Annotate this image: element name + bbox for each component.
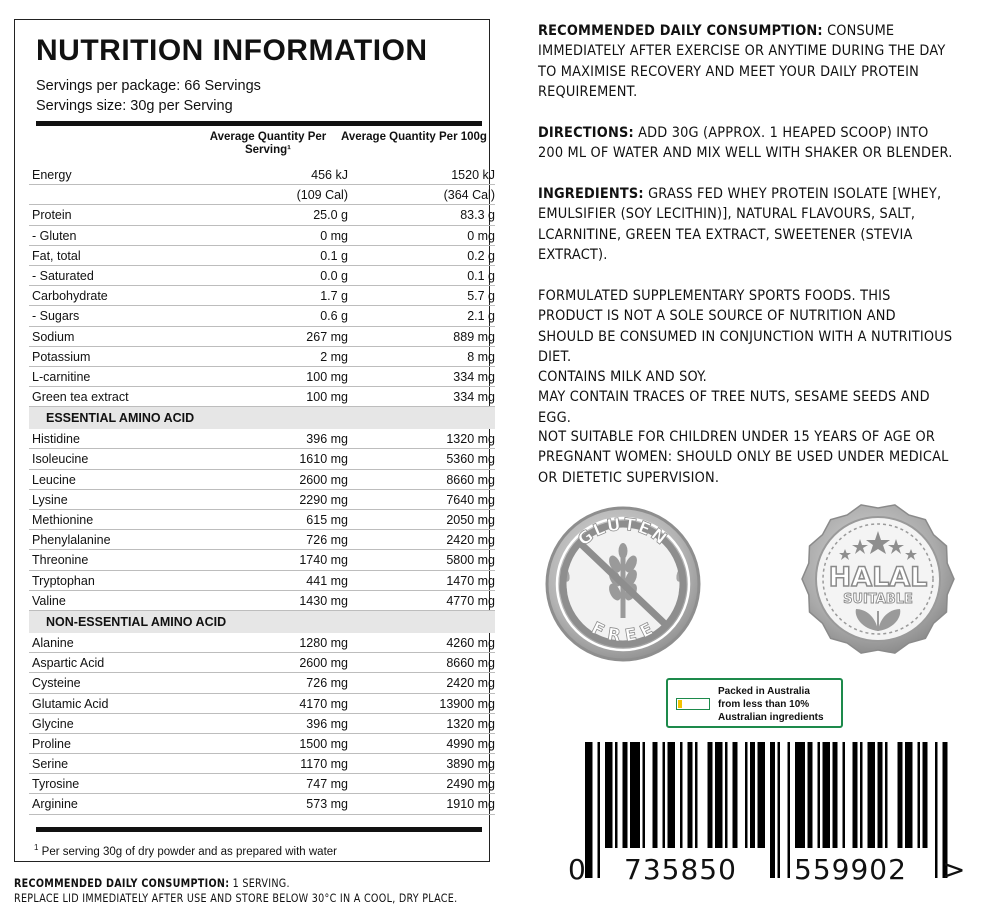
column-header-per-100g: Average Quantity Per 100g bbox=[341, 131, 487, 143]
table-row bbox=[29, 327, 495, 347]
row-name: Carbohydrate bbox=[32, 289, 108, 304]
row-name: Valine bbox=[32, 593, 66, 608]
ingredients-text: GRASS FED WHEY PROTEIN ISOLATE [WHEY, EMULSIFIER (SOY LECITHIN)], NATURAL FLAVOURS, SALT, LCARNITINE, GREEN TEA EXTRACT, SWEETENER (STEVIA EXTRACT). bbox=[538, 186, 942, 264]
row-name: Energy bbox=[32, 168, 72, 182]
directions-text: ADD 30G (APPROX. 1 HEAPED SCOOP) INTO 200 ML OF WATER AND MIX WELL WITH SHAKER OR BLENDER. bbox=[538, 125, 953, 162]
nutrition-title: NUTRITION INFORMATION bbox=[36, 34, 428, 67]
bottom-consumption-value: 1 SERVING. bbox=[232, 876, 290, 890]
section-title: ESSENTIAL AMINO ACID bbox=[46, 411, 195, 426]
row-value-per-100g: 5360 mg bbox=[446, 452, 495, 467]
row-value-per-serving: 100 mg bbox=[306, 390, 348, 405]
row-value-per-serving: 1.7 g bbox=[320, 289, 348, 304]
row-name: Tryptophan bbox=[32, 573, 95, 588]
row-value-per-serving: 396 mg bbox=[306, 716, 348, 731]
table-row bbox=[29, 205, 495, 225]
row-value-per-serving: 726 mg bbox=[306, 533, 348, 548]
table-row bbox=[29, 530, 495, 550]
barcode-digits-right: 559902 bbox=[794, 853, 907, 886]
row-name: - Gluten bbox=[32, 228, 77, 243]
consumption-label: RECOMMENDED DAILY CONSUMPTION: bbox=[538, 23, 823, 39]
footnote-text: Per serving 30g of dry powder and as prepared with water bbox=[41, 845, 337, 858]
row-name: - Saturated bbox=[32, 268, 94, 283]
row-name: Cysteine bbox=[32, 676, 81, 691]
table-row bbox=[29, 226, 495, 246]
table-row bbox=[29, 449, 495, 469]
row-name: Potassium bbox=[32, 349, 91, 364]
bottom-consumption-label: RECOMMENDED DAILY CONSUMPTION: bbox=[14, 876, 230, 890]
row-value-per-serving: 4170 mg bbox=[299, 696, 348, 711]
row-name: Serine bbox=[32, 757, 69, 772]
barcode-arrow: > bbox=[942, 853, 966, 886]
row-name: Fat, total bbox=[32, 248, 81, 263]
row-name: Histidine bbox=[32, 432, 80, 447]
table-row bbox=[29, 246, 495, 266]
section-title: NON-ESSENTIAL AMINO ACID bbox=[46, 614, 227, 629]
row-value-per-100g: 1910 mg bbox=[446, 797, 495, 812]
row-value-per-serving: 267 mg bbox=[306, 329, 348, 344]
row-value-per-serving: 396 mg bbox=[306, 432, 348, 447]
table-row bbox=[29, 387, 495, 407]
ingredients-label: INGREDIENTS: bbox=[538, 186, 644, 202]
table-row bbox=[29, 165, 495, 185]
table-row bbox=[29, 673, 495, 693]
row-name: Sodium bbox=[32, 329, 75, 344]
table-row bbox=[29, 633, 495, 653]
aus-line1: Packed in Australia bbox=[718, 686, 810, 697]
table-row bbox=[29, 653, 495, 673]
nutrition-rows bbox=[29, 165, 495, 815]
row-value-per-serving: 0.1 g bbox=[320, 248, 348, 263]
table-row bbox=[29, 367, 495, 387]
row-value-per-serving: 1610 mg bbox=[299, 452, 348, 467]
table-row bbox=[29, 429, 495, 449]
row-value-per-serving: 25.0 g bbox=[313, 208, 348, 223]
row-value-per-serving: 0.0 g bbox=[320, 268, 348, 283]
row-value-per-serving: 2 mg bbox=[320, 349, 348, 364]
row-name: Glycine bbox=[32, 716, 74, 731]
table-row bbox=[29, 591, 495, 611]
consumption-text: CONSUME IMMEDIATELY AFTER EXERCISE OR ANYTIME DURING THE DAY TO MAXIMISE RECOVERY AND MEET YOUR DAILY PROTEIN REQUIREMENT. bbox=[538, 23, 946, 101]
row-value-per-100g: 83.3 g bbox=[460, 208, 495, 223]
row-value-per-100g: (364 Cal) bbox=[443, 188, 495, 203]
row-value-per-100g: 0 mg bbox=[467, 228, 495, 243]
gluten-free-icon bbox=[543, 504, 703, 664]
row-name: Arginine bbox=[32, 797, 78, 812]
consumption-paragraph bbox=[538, 21, 954, 103]
table-row bbox=[29, 306, 495, 326]
row-value-per-100g: 2420 mg bbox=[446, 676, 495, 691]
row-value-per-100g: 4770 mg bbox=[446, 593, 495, 608]
row-name: Green tea extract bbox=[32, 390, 129, 405]
row-value-per-100g: 1520 kJ bbox=[451, 168, 495, 182]
row-value-per-100g: 8660 mg bbox=[446, 472, 495, 487]
table-row bbox=[29, 714, 495, 734]
row-value-per-serving: 615 mg bbox=[306, 513, 348, 527]
barcode-digits-left: 735850 bbox=[624, 853, 737, 886]
row-value-per-100g: 4990 mg bbox=[446, 736, 495, 751]
row-name: Tyrosine bbox=[32, 777, 80, 792]
row-value-per-100g: 8660 mg bbox=[446, 656, 495, 671]
table-row bbox=[29, 185, 495, 205]
row-name: Threonine bbox=[32, 553, 89, 568]
row-value-per-serving: 1170 mg bbox=[300, 757, 348, 772]
warning-paragraph: NOT SUITABLE FOR CHILDREN UNDER 15 YEARS OF AGE OR PREGNANT WOMEN: SHOULD ONLY BE USED UNDER MEDICAL OR DIETETIC SUPERVISION. bbox=[538, 429, 949, 486]
row-name: Aspartic Acid bbox=[32, 656, 105, 671]
halal-suitable-icon bbox=[798, 499, 958, 659]
table-row bbox=[29, 794, 495, 814]
formulated-paragraph: FORMULATED SUPPLEMENTARY SPORTS FOODS. THIS PRODUCT IS NOT A SOLE SOURCE OF NUTRITION AND SHOULD BE CONSUMED IN CONJUNCTION WITH A NUTRITIOUS DIET. bbox=[538, 288, 953, 366]
row-value-per-100g: 4260 mg bbox=[446, 635, 495, 650]
ingredients-paragraph bbox=[538, 184, 954, 266]
row-name: Isoleucine bbox=[32, 452, 89, 467]
row-value-per-100g: 7640 mg bbox=[446, 492, 495, 507]
row-value-per-100g: 3890 mg bbox=[446, 757, 495, 772]
table-row bbox=[29, 490, 495, 510]
table-row bbox=[29, 347, 495, 367]
table-row bbox=[29, 510, 495, 530]
row-value-per-100g: 334 mg bbox=[453, 369, 495, 384]
row-value-per-100g: 5800 mg bbox=[446, 553, 495, 568]
row-name: L-carnitine bbox=[32, 369, 91, 384]
row-value-per-100g: 1320 mg bbox=[446, 716, 495, 731]
row-value-per-100g: 2420 mg bbox=[446, 533, 495, 548]
row-value-per-serving: 1280 mg bbox=[299, 635, 348, 650]
row-name: Phenylalanine bbox=[32, 533, 111, 548]
row-name: Glutamic Acid bbox=[32, 696, 109, 711]
footnote bbox=[34, 843, 337, 858]
row-name: Protein bbox=[32, 208, 72, 223]
row-value-per-serving: 726 mg bbox=[306, 676, 348, 691]
row-value-per-serving: 0.6 g bbox=[320, 309, 348, 324]
servings-per-package: Servings per package: 66 Servings bbox=[36, 78, 261, 94]
column-header-per-serving: Average Quantity Per Serving¹ bbox=[209, 131, 327, 156]
row-value-per-100g: 1470 mg bbox=[446, 573, 495, 588]
row-name: Methionine bbox=[32, 513, 94, 527]
row-name: Leucine bbox=[32, 472, 76, 487]
row-value-per-serving: 0 mg bbox=[320, 228, 348, 243]
row-value-per-100g: 2050 mg bbox=[446, 513, 495, 527]
row-value-per-serving: 2290 mg bbox=[299, 492, 348, 507]
packed-in-australia-text bbox=[718, 685, 824, 724]
row-value-per-100g: 8 mg bbox=[467, 349, 495, 364]
storage-text bbox=[14, 876, 457, 906]
table-row bbox=[29, 774, 495, 794]
halal-top-text: HALAL bbox=[828, 562, 928, 593]
row-value-per-serving: 100 mg bbox=[306, 369, 348, 384]
allergen-paragraph bbox=[538, 367, 954, 428]
row-value-per-100g: 5.7 g bbox=[467, 289, 495, 304]
row-name: Proline bbox=[32, 736, 71, 751]
gluten-top-text: GLUTEN bbox=[574, 514, 672, 551]
aus-line2: from less than 10% bbox=[718, 699, 810, 710]
row-value-per-serving: 441 mg bbox=[306, 573, 348, 588]
rule-bottom bbox=[36, 827, 482, 832]
row-value-per-serving: 456 kJ bbox=[311, 168, 348, 182]
nutrition-panel bbox=[14, 19, 495, 862]
row-value-per-100g: 334 mg bbox=[453, 390, 495, 405]
row-name: Lysine bbox=[32, 492, 68, 507]
section-nonessential-amino-acid bbox=[29, 611, 495, 633]
may-contain-line: MAY CONTAIN TRACES OF TREE NUTS, SESAME SEEDS AND EGG. bbox=[538, 389, 930, 426]
row-value-per-100g: 2490 mg bbox=[446, 777, 495, 792]
storage-instructions: REPLACE LID IMMEDIATELY AFTER USE AND STORE BELOW 30°C IN A COOL, DRY PLACE. bbox=[14, 891, 458, 905]
row-value-per-100g: 2.1 g bbox=[467, 309, 495, 324]
footnote-mark: 1 bbox=[34, 843, 39, 852]
barcode-digit-lead: 0 bbox=[568, 853, 586, 886]
row-name: - Sugars bbox=[32, 309, 80, 324]
row-value-per-serving: 1500 mg bbox=[299, 736, 348, 751]
table-row bbox=[29, 286, 495, 306]
section-essential-amino-acid bbox=[29, 407, 495, 429]
australian-content-bar-icon bbox=[676, 698, 710, 710]
row-value-per-serving: (109 Cal) bbox=[296, 188, 348, 203]
row-value-per-serving: 2600 mg bbox=[299, 472, 348, 487]
table-row bbox=[29, 550, 495, 570]
row-value-per-100g: 0.2 g bbox=[467, 248, 495, 263]
serving-size: Servings size: 30g per Serving bbox=[36, 98, 233, 114]
directions-label: DIRECTIONS: bbox=[538, 125, 634, 141]
halal-bottom-text: SUITABLE bbox=[843, 592, 913, 607]
row-name: Alanine bbox=[32, 635, 74, 650]
directions-paragraph bbox=[538, 123, 954, 164]
row-value-per-serving: 573 mg bbox=[306, 797, 348, 812]
table-row bbox=[29, 266, 495, 286]
rule-top bbox=[36, 121, 482, 126]
row-value-per-100g: 0.1 g bbox=[467, 268, 495, 283]
row-value-per-100g: 13900 mg bbox=[439, 696, 495, 711]
table-row bbox=[29, 694, 495, 714]
row-value-per-serving: 2600 mg bbox=[299, 656, 348, 671]
table-row bbox=[29, 571, 495, 591]
contains-line: CONTAINS MILK AND SOY. bbox=[538, 369, 707, 385]
row-value-per-100g: 1320 mg bbox=[446, 432, 495, 447]
gluten-bottom-text: FREE bbox=[587, 618, 659, 647]
row-value-per-serving: 747 mg bbox=[306, 777, 348, 792]
aus-line3: Australian ingredients bbox=[718, 712, 824, 723]
table-row bbox=[29, 754, 495, 774]
row-value-per-serving: 1430 mg bbox=[299, 593, 348, 608]
row-value-per-100g: 889 mg bbox=[453, 329, 495, 344]
table-row bbox=[29, 734, 495, 754]
table-row bbox=[29, 470, 495, 490]
row-value-per-serving: 1740 mg bbox=[299, 553, 348, 568]
packed-in-australia-label bbox=[666, 678, 843, 728]
